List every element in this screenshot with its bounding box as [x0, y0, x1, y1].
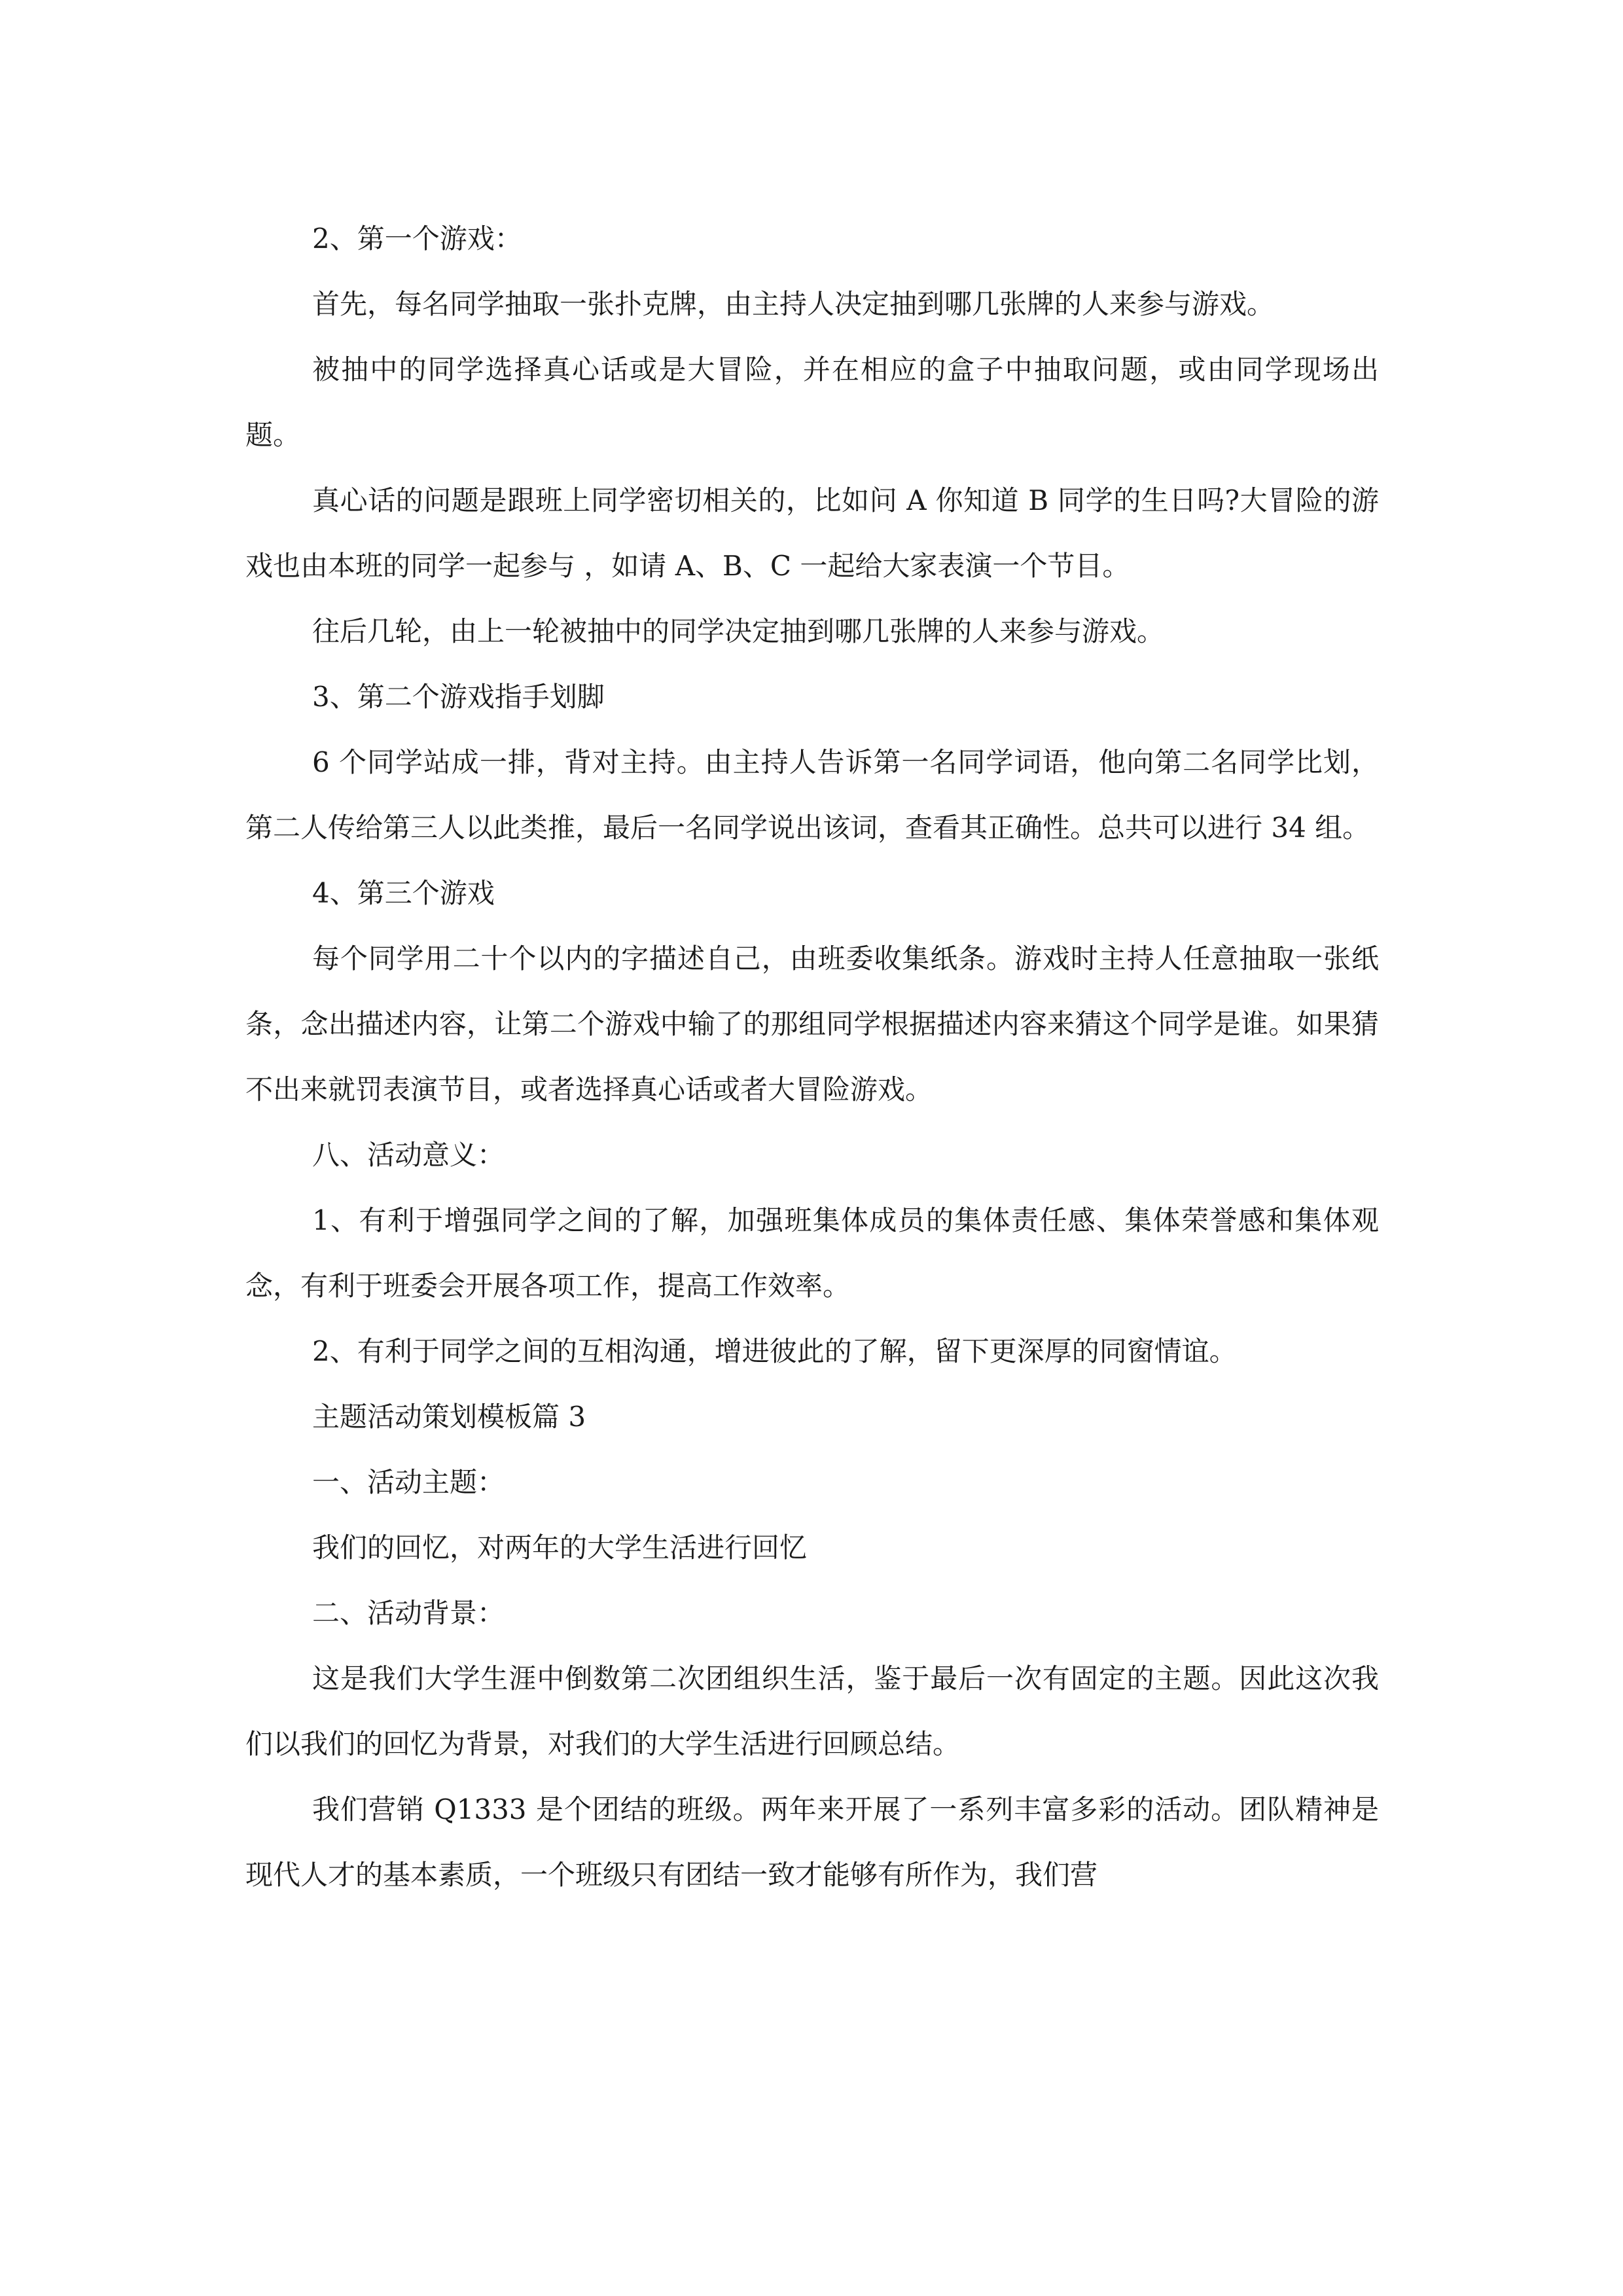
paragraph-theme-heading: 一、活动主题： — [312, 1466, 505, 1498]
paragraph-game-three-heading: 4、第三个游戏 — [312, 877, 495, 909]
paragraph-game-one-heading: 2、第一个游戏： — [312, 223, 522, 255]
paragraph-background-text: 这是我们大学生涯中倒数第二次团组织生活，鉴于最后一次有固定的主题。因此这次我们以我们的回忆为背景，对我们的大学生活进行回顾总结。 — [245, 1662, 1379, 1760]
paragraph-template-3-title: 主题活动策划模板篇 3 — [312, 1401, 586, 1433]
paragraph-significance-heading: 八、活动意义： — [312, 1139, 505, 1171]
paragraph-truth-questions: 真心话的问题是跟班上同学密切相关的，比如问 A 你知道 B 同学的生日吗?大冒险的游戏也由本班的同学一起参与 ，如请 A、B、C 一起给大家表演一个节目。 — [245, 484, 1379, 582]
paragraph-game-three-rules: 每个同学用二十个以内的字描述自己，由班委收集纸条。游戏时主持人任意抽取一张纸条，念出描述内容，让第二个游戏中输了的那组同学根据描述内容来猜这个同学是谁。如果猜不出来就罚表演节目，或者选择真心话或者大冒险游戏。 — [245, 942, 1379, 1105]
paragraph-truth-or-dare-choice: 被抽中的同学选择真心话或是大冒险，并在相应的盒子中抽取问题，或由同学现场出题。 — [245, 353, 1379, 451]
paragraph-class-description: 我们营销 Q1333 是个团结的班级。两年来开展了一系列丰富多彩的活动。团队精神是现代人才的基本素质，一个班级只有团结一致才能够有所作为，我们营 — [245, 1793, 1379, 1891]
paragraph-later-rounds: 往后几轮，由上一轮被抽中的同学决定抽到哪几张牌的人来参与游戏。 — [312, 615, 1165, 647]
document-body — [245, 206, 1379, 1908]
paragraph-game-two-rules: 6 个同学站成一排，背对主持。由主持人告诉第一名同学词语，他向第二名同学比划，第二人传给第三人以此类推，最后一名同学说出该词，查看其正确性。总共可以进行 34 组。 — [245, 746, 1379, 844]
paragraph-draw-cards: 首先，每名同学抽取一张扑克牌，由主持人决定抽到哪几张牌的人来参与游戏。 — [312, 288, 1275, 320]
paragraph-significance-one: 1、有利于增强同学之间的了解，加强班集体成员的集体责任感、集体荣誉感和集体观念，有利于班委会开展各项工作，提高工作效率。 — [245, 1204, 1379, 1302]
paragraph-significance-two: 2、有利于同学之间的互相沟通，增进彼此的了解，留下更深厚的同窗情谊。 — [312, 1335, 1237, 1367]
paragraph-game-two-heading: 3、第二个游戏指手划脚 — [312, 681, 605, 713]
paragraph-background-heading: 二、活动背景： — [312, 1597, 505, 1629]
paragraph-theme-text: 我们的回忆，对两年的大学生活进行回忆 — [312, 1532, 808, 1564]
